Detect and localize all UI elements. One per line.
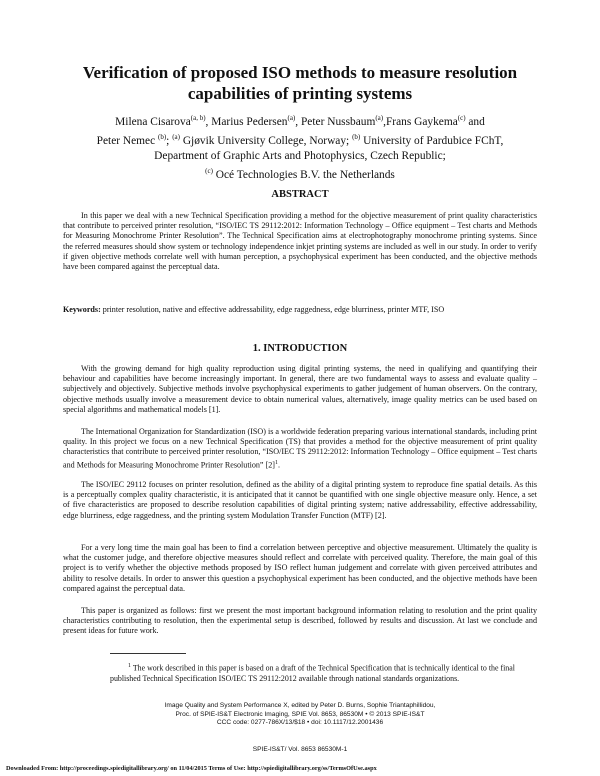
download-middle: on 11/04/2015 Terms of Use:	[168, 765, 248, 772]
terms-of-use-link[interactable]: http://spiedigitallibrary.org/ss/TermsOfUse.aspx	[247, 765, 377, 772]
affiliation-marker: (c)	[205, 166, 213, 175]
intro-paragraph-4: For a very long time the main goal has been to find a correlation between perceptive and objective measurement. Ultimately the quality is what the customer judge, and therefore objective measures should reflect and correlate with perceived quality. Therefore, the main goal of this project is to verify whether the objective methods proposed by ISO reflect human judgement and correlate with given perceived attributes and ability to resolve details. In order to answer this question a psychophysical experiment has been conducted, and the objective methods have been compared against the perceptual data.	[63, 543, 537, 593]
author-conjunction: and	[465, 115, 485, 128]
author-line-2	[60, 130, 540, 149]
affiliation-a: Gjøvik University College, Norway;	[179, 134, 353, 147]
intro-paragraph-3: The ISO/IEC 29112 focuses on printer resolution, defined as the ability of a digital printing system to reproduce fine spatial details. As this is a perceptually complex quality characteristic, it is anticipated that it cannot be quantified with one single objective measure only. Hence, a set of five characteristics are proposed to describe resolution capabilities of digital printing system; native addressability, effective addressability, edge blurriness, edge raggedness, and the printing system Modulation Transfer Function (MTF) [2].	[63, 480, 537, 520]
title-line-1: Verification of proposed ISO methods to measure resolution	[82, 63, 518, 82]
intro-paragraph-2	[63, 427, 537, 471]
citation-line-3: CCC code: 0277-786X/13/$18 • doi: 10.1117/12.2001436	[216, 719, 384, 727]
author-separator: ;	[166, 134, 173, 147]
download-prefix: Downloaded From:	[6, 765, 60, 772]
footnote-text: The work described in this paper is based on a draft of the Technical Specification that is technically identical to the final published Technical Specification ISO/IEC TS 29112:2012 available through national standards organizations.	[110, 663, 515, 683]
paper-title	[60, 62, 540, 104]
affiliation-marker: (b)	[158, 132, 167, 141]
download-footer	[6, 765, 596, 772]
affiliation-marker: (c)	[457, 114, 466, 122]
author-name: ,Frans Gaykema	[383, 115, 458, 128]
affiliation-marker: (a, b)	[190, 114, 206, 122]
title-line-2: capabilities of printing systems	[187, 84, 413, 103]
author-line-4	[60, 164, 540, 183]
author-name: , Peter Nussbaum	[295, 115, 376, 128]
intro-paragraph-1: With the growing demand for high quality reproduction using digital printing systems, the need in qualifying and quantifying their behaviour and capabilities have become increasingly important. In general, there are two fundamental ways to assess and evaluate quality – subjectively and objectively. Subjective methods involve psychophysical experiments to gather judgement of human observers. On the contrary, objective methods usually involve a measurement device to obtain numerical values, alternatively, image quality metrics can be used based on special algorithms and mathematical models [1].	[63, 364, 537, 414]
abstract-heading: ABSTRACT	[271, 189, 329, 200]
page-identifier: SPIE-IS&T/ Vol. 8653 86530M-1	[252, 746, 348, 753]
author-name: , Marius Pedersen	[205, 115, 288, 128]
author-name: Milena Cisarova	[115, 115, 191, 128]
affiliation-b: University of Pardubice FChT,	[360, 134, 504, 147]
affiliation-marker: (a)	[287, 114, 296, 122]
citation-line-1: Image Quality and System Performance X, edited by Peter D. Burns, Sophie Triantaphillidou,	[164, 702, 436, 709]
keywords	[63, 305, 537, 315]
proceedings-citation	[60, 702, 540, 728]
abstract-text: In this paper we deal with a new Technical Specification providing a method for the objective measurement of print quality characteristics that contribute to perceived printer resolution, “ISO/IEC TS 29112:2012: Information Technology – Office equipment – Test charts and Methods for Measuring Monochrome Printer Resolution”. The Technical Specification aims at electrophotography monochrome printing systems. Since the referred measures should show system or technology independence inkjet printing systems are included as well in our study. In order to verify if given objective methods correlate well with human perception, a psychophysical experiment has been conducted, and the objective methods have been compared against the perceptual data.	[63, 211, 537, 272]
author-block	[60, 111, 540, 182]
keywords-label: Keywords:	[63, 305, 101, 314]
intro-paragraph-2-end: .	[277, 460, 281, 470]
affiliation-marker: (a)	[375, 114, 384, 122]
intro-paragraph-2-text: The International Organization for Standardization (ISO) is a worldwide federation preparing various international standards, including print quality. In this project we focus on a new Technical Specification (TS) that provides a method for the objective measurement of print quality characteristics that contribute to perceived printer resolution, “ISO/IEC TS 29112:2012: Information Technology – Office equipment – Test charts and Methods for Measuring Monochrome Printer Resolution” [2]	[63, 427, 537, 470]
keywords-text: printer resolution, native and effective addressability, edge raggedness, edge blurriness, printer MTF, ISO	[100, 305, 445, 314]
author-line-1	[60, 111, 540, 130]
footnote-number: 1	[128, 663, 131, 669]
affiliation-marker: (b)	[352, 132, 361, 141]
footnote-divider	[110, 653, 186, 654]
citation-line-2: Proc. of SPIE-IS&T Electronic Imaging, SPIE Vol. 8653, 86530M • © 2013 SPIE-IS&T	[175, 710, 425, 718]
intro-paragraph-5: This paper is organized as follows: first we present the most important background information relating to resolution and the print quality characteristics contributing to resolution, then the experimental setup is described, followed by results and discussion. At last we conclude and present ideas for future work.	[63, 606, 537, 636]
footnote	[110, 661, 538, 684]
section-heading-introduction: 1. INTRODUCTION	[252, 343, 348, 354]
author-name: Peter Nemec	[96, 134, 158, 147]
affiliation-marker: (a)	[172, 132, 180, 141]
affiliation-b-line-2: Department of Graphic Arts and Photophysics, Czech Republic;	[154, 149, 446, 162]
footnote-marker: 1	[274, 459, 278, 466]
affiliation-c: Océ Technologies B.V. the Netherlands	[212, 168, 395, 181]
proceedings-link[interactable]: http://proceedings.spiedigitallibrary.org/	[59, 765, 169, 772]
